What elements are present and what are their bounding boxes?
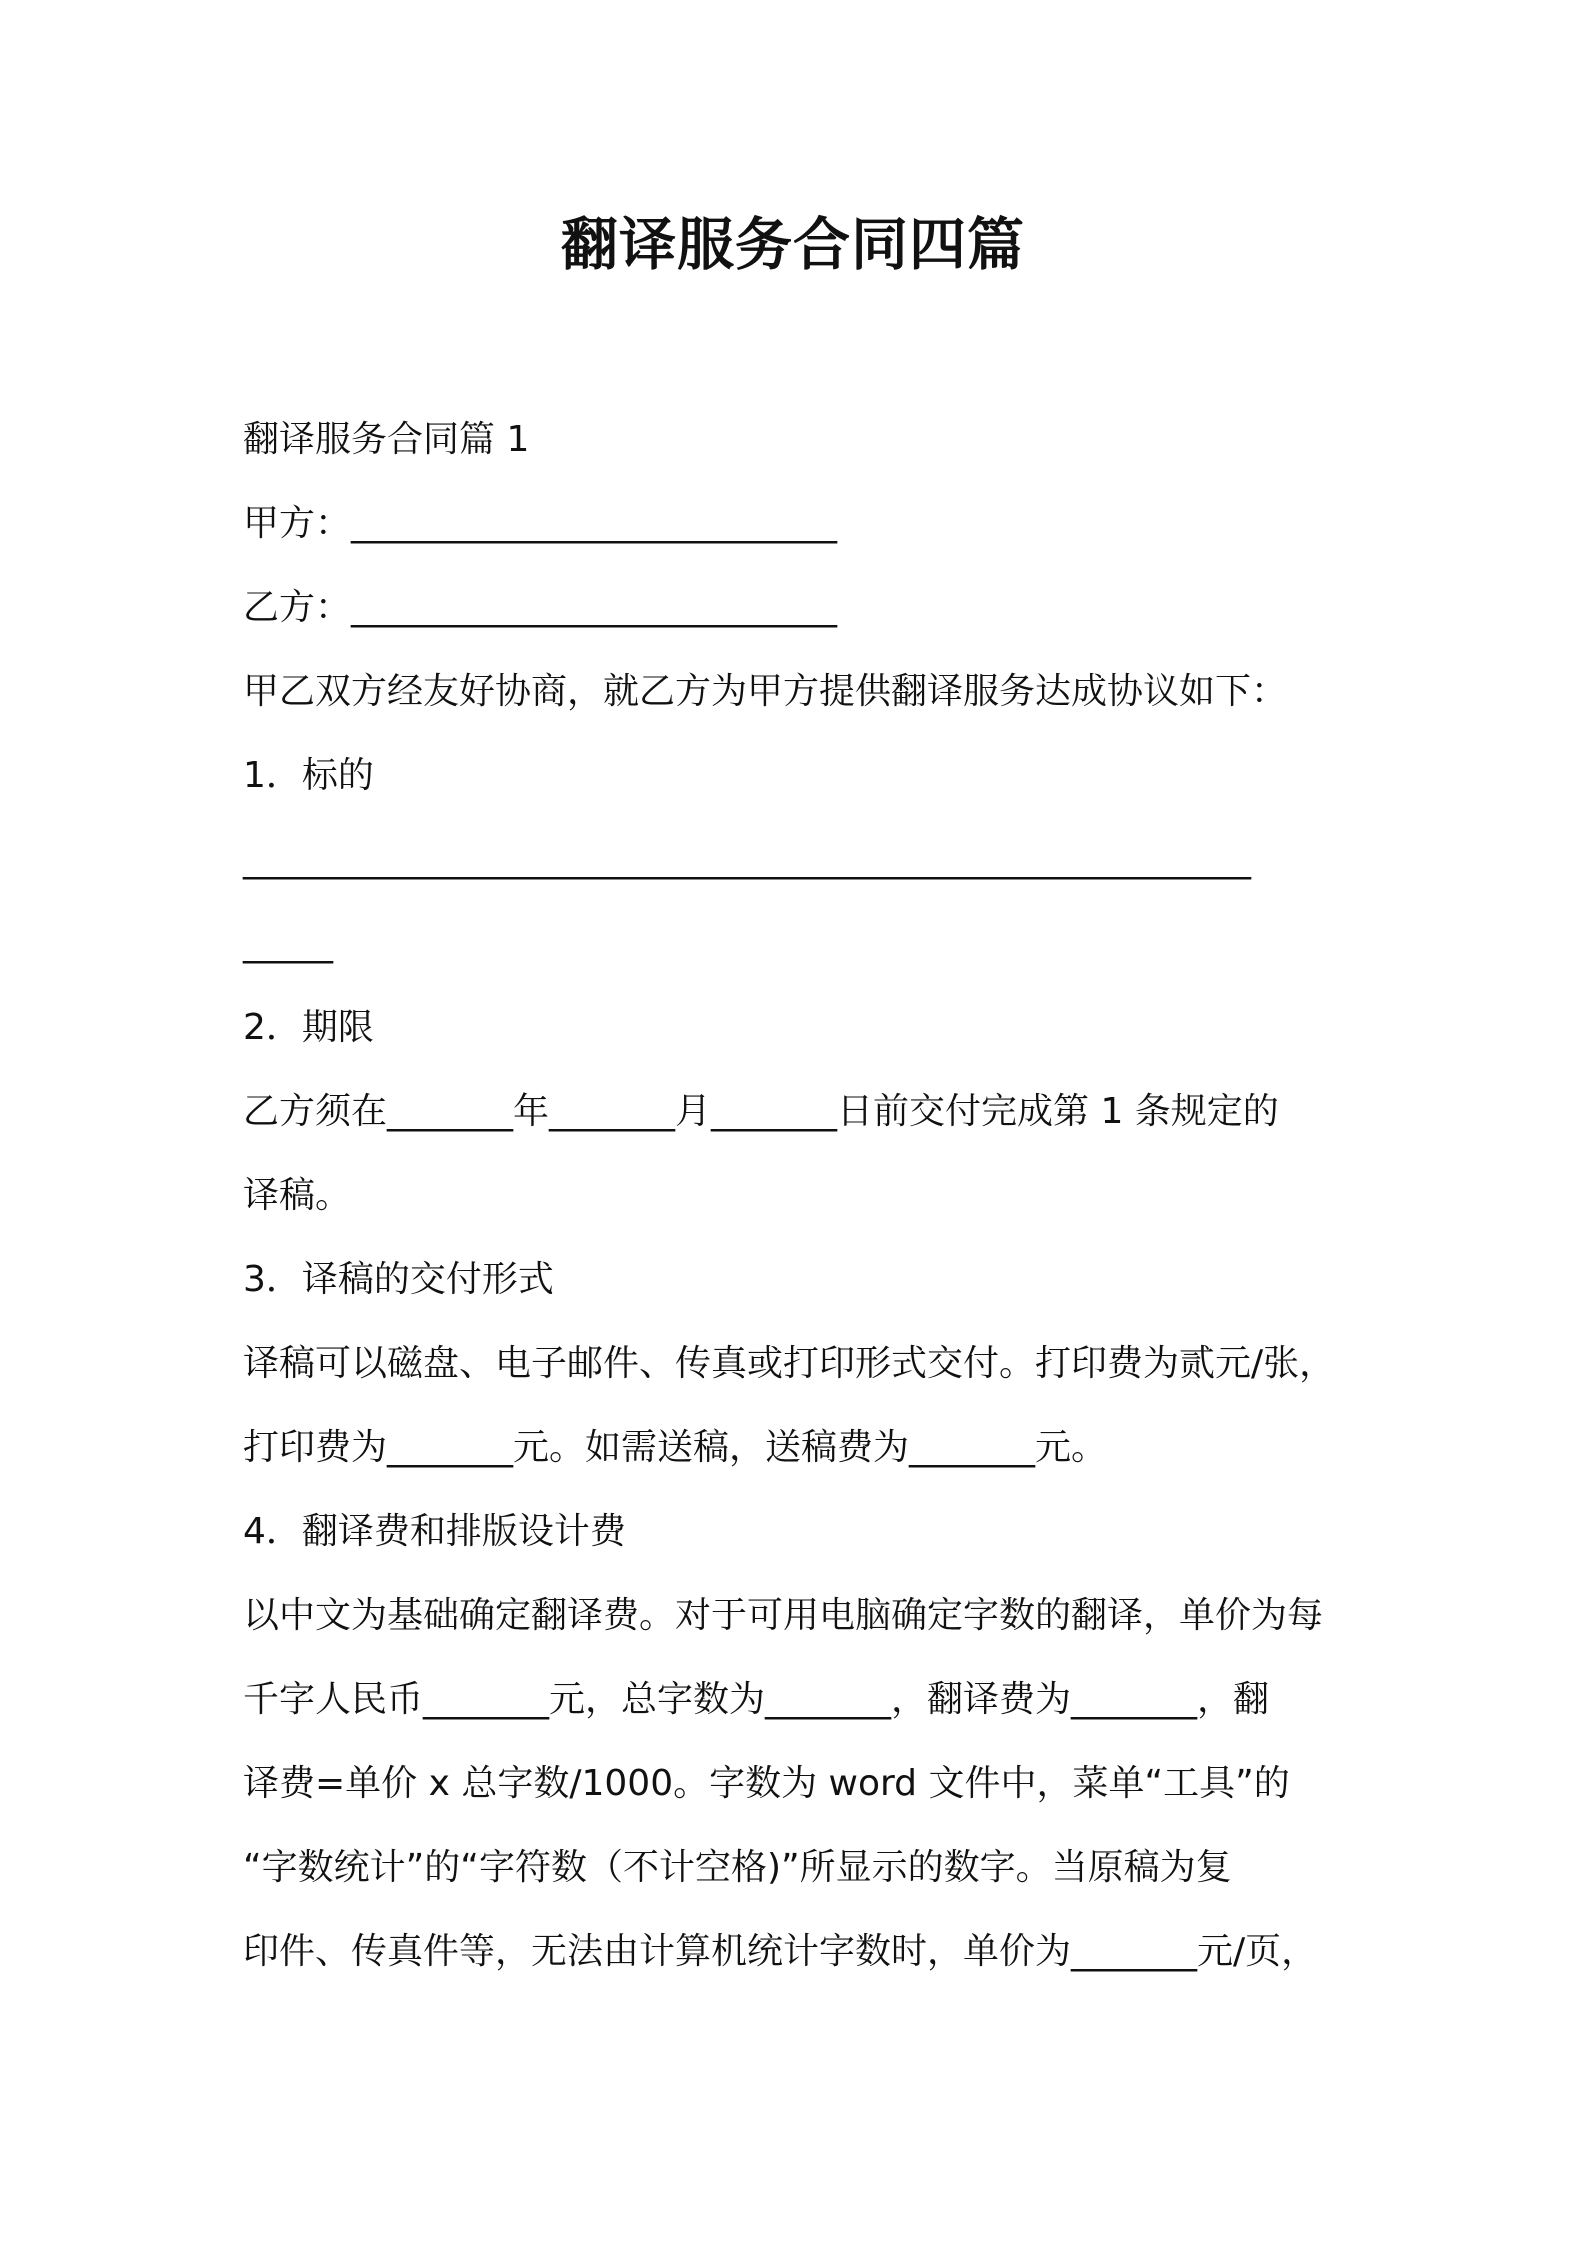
clause-2-heading: 2．期限 xyxy=(243,1007,374,1048)
paragraph-line: 译费=单价 x 总字数/1000。字数为 word 文件中，菜单“工具”的 xyxy=(243,1763,1290,1804)
blank-line: ________________________________________________________ xyxy=(243,839,1251,880)
paragraph-line: 打印费为_______元。如需送稿，送稿费为_______元。 xyxy=(243,1427,1108,1468)
paragraph-line: 译稿可以磁盘、电子邮件、传真或打印形式交付。打印费为贰元/张， xyxy=(243,1343,1336,1384)
agreement-intro: 甲乙双方经友好协商，就乙方为甲方提供翻译服务达成协议如下： xyxy=(243,671,1288,712)
paragraph-line: “字数统计”的“字符数（不计空格)”所显示的数字。当原稿为复 xyxy=(243,1847,1232,1888)
section-heading: 翻译服务合同篇 1 xyxy=(243,419,530,460)
document-title: 翻译服务合同四篇 xyxy=(561,212,1025,278)
paragraph-line: 乙方须在_______年_______月_______日前交付完成第 1 条规定的 xyxy=(243,1091,1279,1132)
paragraph-line: 千字人民币_______元，总字数为_______，翻译费为_______，翻 xyxy=(243,1679,1270,1720)
blank-line: _____ xyxy=(243,923,333,964)
clause-1-heading: 1．标的 xyxy=(243,755,374,796)
clause-4-heading: 4．翻译费和排版设计费 xyxy=(243,1511,626,1552)
paragraph-line: 以中文为基础确定翻译费。对于可用电脑确定字数的翻译，单价为每 xyxy=(243,1595,1324,1636)
party-a-line: 甲方：___________________________ xyxy=(243,503,838,544)
party-b-line: 乙方：___________________________ xyxy=(243,587,838,628)
paragraph-line: 印件、传真件等，无法由计算机统计字数时，单价为_______元/页， xyxy=(243,1931,1318,1972)
clause-3-heading: 3．译稿的交付形式 xyxy=(243,1259,554,1300)
paragraph-line: 译稿。 xyxy=(243,1175,352,1216)
